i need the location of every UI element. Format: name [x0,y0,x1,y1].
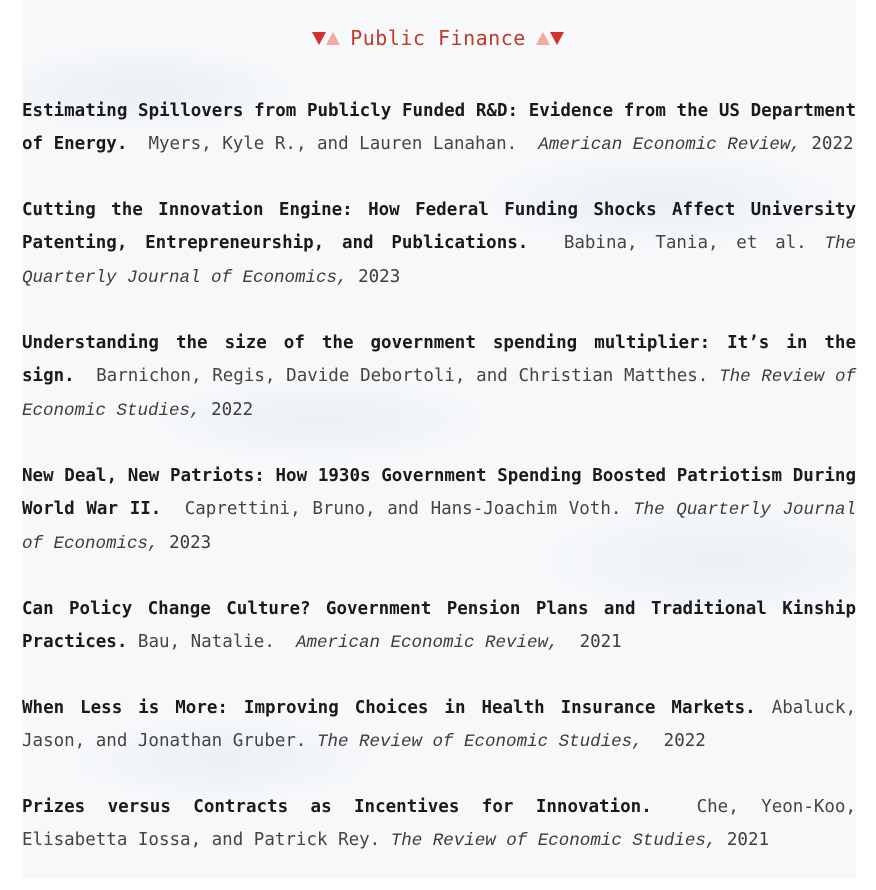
reference-title: Prizes versus Contracts as Incentives for Innovation. [22,797,652,817]
reference-authors: Bau, Natalie. [137,632,275,652]
reference-title: When Less is More: Improving Choices in Health Insurance Markets. [22,698,756,718]
reference-title: New Deal, New Patriots: How 1930s Government Spending Boosted Patriotism During World War II. [22,466,856,519]
reference-title: Can Policy Change Culture? Government Pension Plans and Traditional Kinship Practices. [22,599,856,652]
reference-authors: Caprettini, Bruno, and Hans-Joachim Voth. [184,499,622,519]
reference-title: Understanding the size of the government spending multiplier: It’s in the sign. [22,333,856,386]
section-title: Public Finance [350,26,526,50]
reference-year: 2023 [169,533,212,553]
reference-entry [22,593,856,660]
reference-title: Estimating Spillovers from Publicly Funded R&D: Evidence from the US Department of Energy. [22,101,856,154]
triangles-left-icon [312,32,340,45]
reference-journal: The Review of Economic Studies, [390,831,717,851]
reference-journal: The Quarterly Journal of Economics, [22,234,856,288]
reference-year: 2023 [358,267,401,287]
reference-journal: The Quarterly Journal of Economics, [22,500,856,554]
reference-entry [22,692,856,759]
reference-entry [22,95,856,162]
reference-year: 2022 [663,731,706,751]
reference-year: 2022 [211,400,254,420]
reference-journal: The Review of Economic Studies, [22,367,856,421]
reference-entry [22,791,856,858]
reference-authors: Babina, Tania, et al. [563,233,807,253]
reference-authors: Barnichon, Regis, Davide Debortoli, and Christian Matthes. [96,366,709,386]
reference-list [22,95,856,890]
reference-title: Cutting the Innovation Engine: How Federal Funding Shocks Affect University Patenting, Entrepreneurship, and Publications. [22,200,856,253]
reference-year: 2022 [811,134,854,154]
reference-authors: Myers, Kyle R., and Lauren Lanahan. [148,134,518,154]
reference-authors: Che, Yeon-Koo, Elisabetta Iossa, and Patrick Rey. [22,797,857,850]
section-header [0,24,876,52]
reference-journal: The Review of Economic Studies, [317,732,643,752]
reference-entry [22,327,856,428]
reference-journal: American Economic Review, [538,135,801,155]
reference-year: 2021 [726,830,770,850]
reference-entry [22,194,856,295]
reference-journal: American Economic Review, [295,633,559,653]
reference-year: 2021 [579,632,622,652]
reference-authors: Abaluck, Jason, and Jonathan Gruber. [22,698,856,751]
reference-entry [22,460,856,561]
triangles-right-icon [536,32,564,45]
